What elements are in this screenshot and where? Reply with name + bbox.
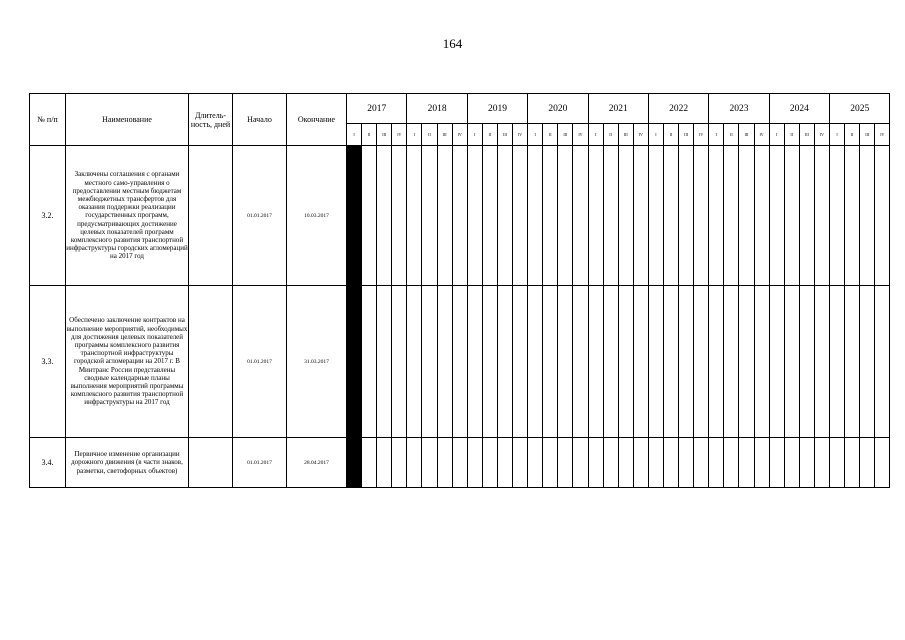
gantt-cell: [754, 146, 769, 286]
gantt-cell: [392, 438, 407, 488]
gantt-cell: [482, 438, 497, 488]
gantt-cell: [754, 286, 769, 438]
gantt-cell: [784, 146, 799, 286]
gantt-cell: [467, 286, 482, 438]
gantt-cell: [845, 438, 860, 488]
header-quarter: IV: [573, 124, 588, 146]
gantt-cell: [679, 286, 694, 438]
gantt-cell: [603, 146, 618, 286]
gantt-cell: [573, 438, 588, 488]
gantt-cell: [769, 146, 784, 286]
gantt-cell: [694, 286, 709, 438]
gantt-cell: [724, 286, 739, 438]
header-year: 2017: [347, 94, 407, 124]
gantt-cell: [724, 438, 739, 488]
header-quarter: IV: [754, 124, 769, 146]
header-end: Окончание: [287, 94, 347, 146]
gantt-cell: [709, 438, 724, 488]
gantt-cell: [633, 146, 648, 286]
header-quarter: III: [618, 124, 633, 146]
gantt-cell: [739, 438, 754, 488]
gantt-cell: [513, 438, 528, 488]
gantt-cell: [618, 146, 633, 286]
gantt-cell: [784, 438, 799, 488]
gantt-cell: [452, 438, 467, 488]
gantt-cell: [814, 286, 829, 438]
header-quarter: III: [497, 124, 512, 146]
gantt-cell: [558, 146, 573, 286]
header-quarter: III: [437, 124, 452, 146]
gantt-cell: [679, 438, 694, 488]
row-end-date: 10.03.2017: [287, 146, 347, 286]
gantt-body: [30, 146, 890, 488]
gantt-cell: [422, 146, 437, 286]
header-quarter: I: [528, 124, 543, 146]
gantt-cell: [513, 286, 528, 438]
gantt-cell: [739, 286, 754, 438]
header-quarter: III: [799, 124, 814, 146]
header-year: 2023: [709, 94, 769, 124]
gantt-cell: [769, 438, 784, 488]
gantt-cell: [377, 146, 392, 286]
gantt-cell: [875, 146, 890, 286]
gantt-bar: [347, 146, 362, 286]
gantt-cell: [407, 146, 422, 286]
gantt-cell: [392, 286, 407, 438]
gantt-cell: [648, 286, 663, 438]
gantt-cell: [497, 146, 512, 286]
gantt-cell: [543, 286, 558, 438]
gantt-cell: [528, 286, 543, 438]
header-quarter: IV: [875, 124, 890, 146]
header-quarter: I: [769, 124, 784, 146]
gantt-cell: [830, 438, 845, 488]
header-year: 2022: [648, 94, 708, 124]
gantt-cell: [362, 438, 377, 488]
gantt-cell: [497, 286, 512, 438]
header-quarter: IV: [452, 124, 467, 146]
gantt-cell: [663, 438, 678, 488]
row-number: 3.3.: [30, 286, 66, 438]
header-year: 2025: [830, 94, 890, 124]
gantt-cell: [784, 286, 799, 438]
gantt-cell: [603, 286, 618, 438]
row-name: Заключены соглашения с органами местного само-управления о предоставлении местным бюджетам межбюджетных трансфертов для оказания поддержки реализации государственных программ, предусматривающих достижение целевых показателей программ комплексного развития транспортной инфраструктуры городских агломераций на 2017 год: [66, 146, 189, 286]
gantt-cell: [648, 438, 663, 488]
header-quarter: II: [482, 124, 497, 146]
header-quarter: II: [724, 124, 739, 146]
header-quarter: II: [845, 124, 860, 146]
gantt-cell: [573, 146, 588, 286]
gantt-cell: [739, 146, 754, 286]
gantt-cell: [799, 146, 814, 286]
row-start-date: 01.01.2017: [233, 438, 287, 488]
gantt-cell: [663, 286, 678, 438]
gantt-cell: [588, 146, 603, 286]
row-start-date: 01.01.2017: [233, 146, 287, 286]
gantt-cell: [467, 146, 482, 286]
gantt-cell: [362, 146, 377, 286]
gantt-cell: [663, 146, 678, 286]
header-quarter: I: [709, 124, 724, 146]
header-year: 2019: [467, 94, 527, 124]
table-row: [30, 286, 890, 438]
gantt-cell: [694, 438, 709, 488]
header-year: 2018: [407, 94, 467, 124]
gantt-cell: [543, 146, 558, 286]
gantt-cell: [513, 146, 528, 286]
gantt-cell: [543, 438, 558, 488]
header-quarter: III: [739, 124, 754, 146]
gantt-cell: [799, 438, 814, 488]
header-quarter: II: [784, 124, 799, 146]
gantt-cell: [467, 438, 482, 488]
gantt-cell: [814, 438, 829, 488]
header-quarter: III: [860, 124, 875, 146]
header-start: Начало: [233, 94, 287, 146]
gantt-cell: [603, 438, 618, 488]
header-quarter: IV: [392, 124, 407, 146]
gantt-cell: [679, 146, 694, 286]
gantt-bar: [347, 286, 362, 438]
header-quarter: III: [377, 124, 392, 146]
row-duration: [189, 438, 233, 488]
header-quarter: IV: [694, 124, 709, 146]
row-number: 3.4.: [30, 438, 66, 488]
gantt-cell: [377, 286, 392, 438]
gantt-bar: [347, 438, 362, 488]
table-row: [30, 146, 890, 286]
header-year: 2024: [769, 94, 829, 124]
gantt-cell: [362, 286, 377, 438]
header-quarter: III: [558, 124, 573, 146]
gantt-cell: [754, 438, 769, 488]
header-quarter: II: [603, 124, 618, 146]
gantt-cell: [377, 438, 392, 488]
header-year: 2021: [588, 94, 648, 124]
header-quarter: IV: [814, 124, 829, 146]
header-quarter: II: [362, 124, 377, 146]
gantt-cell: [724, 146, 739, 286]
gantt-cell: [422, 438, 437, 488]
row-start-date: 01.01.2017: [233, 286, 287, 438]
gantt-cell: [830, 286, 845, 438]
gantt-cell: [392, 146, 407, 286]
page-number: 164: [442, 36, 463, 51]
gantt-cell: [437, 286, 452, 438]
row-end-date: 28.04.2017: [287, 438, 347, 488]
gantt-cell: [709, 286, 724, 438]
gantt-cell: [875, 286, 890, 438]
gantt-cell: [528, 146, 543, 286]
gantt-cell: [482, 286, 497, 438]
gantt-cell: [437, 438, 452, 488]
row-number: 3.2.: [30, 146, 66, 286]
gantt-cell: [860, 146, 875, 286]
gantt-cell: [769, 286, 784, 438]
gantt-cell: [875, 438, 890, 488]
gantt-cell: [407, 286, 422, 438]
gantt-table: [29, 93, 890, 488]
header-year: 2020: [528, 94, 588, 124]
header-quarter: I: [347, 124, 362, 146]
gantt-cell: [618, 438, 633, 488]
gantt-cell: [799, 286, 814, 438]
row-duration: [189, 286, 233, 438]
header-row-years: [30, 94, 890, 124]
header-quarter: III: [679, 124, 694, 146]
gantt-cell: [830, 146, 845, 286]
gantt-cell: [860, 438, 875, 488]
header-name: Наименование: [66, 94, 189, 146]
header-num: № п/п: [30, 94, 66, 146]
gantt-cell: [845, 286, 860, 438]
gantt-cell: [452, 146, 467, 286]
gantt-cell: [437, 146, 452, 286]
header-duration: Длитель-ность, дней: [189, 94, 233, 146]
row-end-date: 31.03.2017: [287, 286, 347, 438]
gantt-cell: [648, 146, 663, 286]
gantt-cell: [452, 286, 467, 438]
header-quarter: I: [588, 124, 603, 146]
gantt-cell: [588, 286, 603, 438]
gantt-cell: [709, 146, 724, 286]
header-quarter: I: [648, 124, 663, 146]
gantt-cell: [558, 286, 573, 438]
gantt-cell: [497, 438, 512, 488]
row-duration: [189, 146, 233, 286]
gantt-cell: [845, 146, 860, 286]
header-quarter: IV: [513, 124, 528, 146]
header-quarter: II: [422, 124, 437, 146]
gantt-cell: [633, 286, 648, 438]
gantt-cell: [694, 146, 709, 286]
gantt-cell: [422, 286, 437, 438]
gantt-cell: [860, 286, 875, 438]
header-quarter: II: [663, 124, 678, 146]
gantt-cell: [528, 438, 543, 488]
gantt-cell: [407, 438, 422, 488]
row-name: Первичное изменение организации дорожного движения (в части знаков, разметки, светофорных объектов): [66, 438, 189, 488]
gantt-cell: [618, 286, 633, 438]
gantt-cell: [482, 146, 497, 286]
gantt-cell: [558, 438, 573, 488]
gantt-cell: [633, 438, 648, 488]
row-name: Обеспечено заключение контрактов на выполнение мероприятий, необходимых для достижения целевых показателей программы комплексного развития транспортной инфраструктуры городской агломерации на 2017 г. В Минтранс России представлены сводные календарные планы выполнения мероприятий программы комплексного развития транспортной инфраструктуры на 2017 год: [66, 286, 189, 438]
gantt-cell: [814, 146, 829, 286]
gantt-cell: [588, 438, 603, 488]
table-row: [30, 438, 890, 488]
header-quarter: IV: [633, 124, 648, 146]
header-quarter: I: [467, 124, 482, 146]
header-quarter: II: [543, 124, 558, 146]
gantt-cell: [573, 286, 588, 438]
header-quarter: I: [830, 124, 845, 146]
header-quarter: I: [407, 124, 422, 146]
